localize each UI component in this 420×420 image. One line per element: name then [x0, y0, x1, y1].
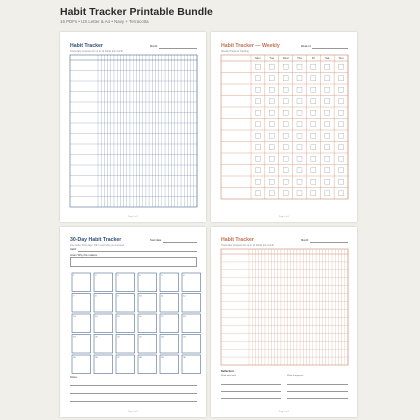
- day-number: 10: [139, 295, 142, 298]
- checkbox: [311, 156, 316, 161]
- checkbox: [325, 110, 330, 115]
- checkbox: [311, 145, 316, 150]
- page-footer: Page 1 of 1: [278, 411, 290, 413]
- day-box: [94, 273, 113, 292]
- start-date-label: Start date:: [150, 239, 162, 242]
- page-footer: Page 1 of 1: [127, 216, 139, 218]
- improve-line-1: [287, 384, 348, 385]
- day-number: 12: [183, 295, 186, 298]
- reflection-label: Reflection:: [221, 370, 235, 373]
- checkbox: [297, 145, 302, 150]
- page-title: Habit Tracker: [221, 237, 254, 243]
- checkbox: [255, 133, 260, 138]
- checkbox: [339, 99, 344, 104]
- checkbox: [339, 191, 344, 196]
- day-number: 7: [73, 295, 75, 298]
- checkbox: [311, 168, 316, 173]
- checkbox: [325, 122, 330, 127]
- day-number: 30: [183, 357, 186, 359]
- checkbox: [269, 133, 274, 138]
- day-box: [72, 273, 91, 292]
- checkbox: [325, 99, 330, 104]
- day-number: 23: [161, 336, 164, 339]
- notes-line-3: [70, 401, 197, 402]
- checkbox: [269, 64, 274, 69]
- checkbox: [269, 99, 274, 104]
- checkbox: [283, 156, 288, 161]
- checkbox: [283, 99, 288, 104]
- checkbox: [269, 122, 274, 127]
- page-subtitle: Track daily progress for up to 14 habits this month: [221, 244, 274, 247]
- day-box: [94, 294, 113, 313]
- thirty-day-grid: [60, 227, 206, 417]
- checkbox: [255, 110, 260, 115]
- checkbox: [325, 191, 330, 196]
- checkbox: [283, 168, 288, 173]
- day-header: Mon: [255, 56, 261, 61]
- checkbox: [325, 133, 330, 138]
- checkbox: [255, 87, 260, 92]
- checkbox: [269, 179, 274, 184]
- checkbox: [283, 145, 288, 150]
- weekly-grid: [211, 32, 357, 222]
- day-number: 26: [95, 357, 98, 359]
- day-number: 3: [117, 275, 119, 277]
- checkbox: [283, 110, 288, 115]
- checkbox: [255, 156, 260, 161]
- checkbox: [269, 191, 274, 196]
- improve-label: What to improve:: [287, 375, 304, 377]
- day-header: Fri: [311, 56, 315, 61]
- checkbox: [325, 179, 330, 184]
- month-label: Month:: [301, 239, 309, 242]
- checkbox: [255, 179, 260, 184]
- checkbox: [339, 145, 344, 150]
- checkbox: [339, 168, 344, 173]
- checkbox: [339, 64, 344, 69]
- grid-border: [221, 55, 348, 199]
- checkbox: [297, 122, 302, 127]
- checkbox: [297, 168, 302, 173]
- checkbox: [297, 156, 302, 161]
- day-number: 27: [117, 357, 120, 359]
- checkbox: [283, 133, 288, 138]
- day-number: 13: [73, 316, 76, 318]
- checkbox: [297, 133, 302, 138]
- improve-line-3: [287, 398, 348, 399]
- checkbox: [269, 110, 274, 115]
- day-number: 15: [117, 316, 120, 318]
- checkbox: [297, 179, 302, 184]
- day-number: 14: [95, 316, 98, 318]
- checkbox: [269, 76, 274, 81]
- checkbox: [339, 110, 344, 115]
- checkbox: [297, 76, 302, 81]
- checkbox: [255, 76, 260, 81]
- checkbox: [283, 122, 288, 127]
- day-box: [138, 273, 157, 292]
- day-number: 19: [73, 336, 76, 339]
- day-number: 22: [139, 336, 142, 339]
- bundle-title: Habit Tracker Printable Bundle: [60, 6, 213, 18]
- checkbox: [325, 168, 330, 173]
- day-number: 16: [139, 316, 142, 318]
- notes-label: Notes:: [70, 376, 78, 379]
- checkbox: [269, 156, 274, 161]
- day-number: 1: [73, 275, 75, 277]
- checkbox: [339, 179, 344, 184]
- checkbox: [255, 191, 260, 196]
- checkbox: [311, 122, 316, 127]
- day-number: 9: [117, 295, 119, 298]
- day-number: 8: [95, 295, 97, 298]
- page-title: 30-Day Habit Tracker: [70, 237, 122, 243]
- checkbox: [283, 64, 288, 69]
- checkbox: [283, 87, 288, 92]
- checkbox: [269, 87, 274, 92]
- page-monthly-terracotta: [211, 227, 357, 417]
- monthly-grid: [60, 32, 206, 222]
- day-number: 18: [183, 316, 186, 318]
- notes-line-2: [70, 393, 197, 394]
- checkbox: [339, 156, 344, 161]
- page-subtitle: Weekly Progress Tracking: [221, 50, 249, 53]
- day-header: Sun: [338, 56, 344, 61]
- checkbox: [339, 76, 344, 81]
- day-header: Wed: [282, 56, 289, 61]
- improve-line-2: [287, 391, 348, 392]
- checkbox: [339, 133, 344, 138]
- day-box: [116, 294, 135, 313]
- went-well-line-2: [221, 391, 281, 392]
- day-box: [72, 294, 91, 313]
- checkbox: [283, 191, 288, 196]
- day-number: 20: [95, 336, 98, 339]
- checkbox: [311, 76, 316, 81]
- page-title: Habit Tracker: [70, 43, 103, 49]
- month-label: Month:: [150, 45, 158, 48]
- day-number: 2: [95, 275, 97, 277]
- day-number: 24: [183, 336, 186, 339]
- checkbox: [311, 64, 316, 69]
- checkbox: [311, 191, 316, 196]
- week-label: Week of:: [301, 45, 312, 48]
- checkbox: [255, 168, 260, 173]
- page-thirty-day-navy: [60, 227, 206, 417]
- checkbox: [283, 179, 288, 184]
- day-number: 11: [161, 295, 164, 298]
- page-subtitle: One habit, thirty days. Fill in each day you succeed: [70, 244, 124, 247]
- checkbox: [339, 87, 344, 92]
- checkbox: [325, 87, 330, 92]
- page-weekly-terracotta: [211, 32, 357, 222]
- day-box: [182, 273, 201, 292]
- day-header: Thu: [297, 56, 302, 61]
- habit-label: Habit:: [70, 248, 77, 251]
- checkbox: [311, 87, 316, 92]
- page-subtitle: Track daily progress for up to 14 habits this month: [70, 50, 123, 53]
- checkbox: [255, 122, 260, 127]
- day-number: 29: [161, 357, 164, 359]
- checkbox: [311, 110, 316, 115]
- checkbox: [325, 156, 330, 161]
- day-number: 6: [183, 275, 185, 277]
- checkbox: [325, 64, 330, 69]
- checkbox: [297, 110, 302, 115]
- checkbox: [255, 145, 260, 150]
- checkbox: [339, 122, 344, 127]
- day-number: 17: [161, 316, 164, 318]
- page-title: Habit Tracker — Weekly: [221, 43, 280, 49]
- day-number: 21: [117, 336, 120, 339]
- day-number: 25: [73, 357, 76, 359]
- day-box: [160, 273, 179, 292]
- checkbox: [269, 145, 274, 150]
- checkbox: [297, 87, 302, 92]
- notes-line-1: [70, 385, 197, 386]
- day-box: [116, 273, 135, 292]
- goal-label: Goal / Why this matters:: [70, 254, 98, 257]
- went-well-label: What went well:: [221, 375, 237, 377]
- went-well-line-3: [221, 398, 281, 399]
- checkbox: [255, 99, 260, 104]
- day-header: Tue: [269, 56, 275, 61]
- checkbox: [325, 145, 330, 150]
- day-number: 4: [139, 275, 141, 277]
- day-number: 28: [139, 357, 142, 359]
- monthly-grid: [211, 227, 357, 417]
- checkbox: [255, 64, 260, 69]
- checkbox: [269, 168, 274, 173]
- day-number: 5: [161, 275, 163, 277]
- page-footer: Page 1 of 1: [127, 411, 139, 413]
- went-well-line-1: [221, 384, 281, 385]
- page-monthly-navy: [60, 32, 206, 222]
- checkbox: [311, 133, 316, 138]
- checkbox: [297, 99, 302, 104]
- checkbox: [297, 64, 302, 69]
- checkbox: [283, 76, 288, 81]
- checkbox: [297, 191, 302, 196]
- day-header: Sat: [325, 56, 330, 61]
- checkbox: [325, 76, 330, 81]
- page-footer: Page 1 of 1: [278, 216, 290, 218]
- checkbox: [311, 179, 316, 184]
- bundle-subtitle: 16 PDFs • US Letter & A4 • Navy + Terracotta: [60, 19, 149, 24]
- checkbox: [311, 99, 316, 104]
